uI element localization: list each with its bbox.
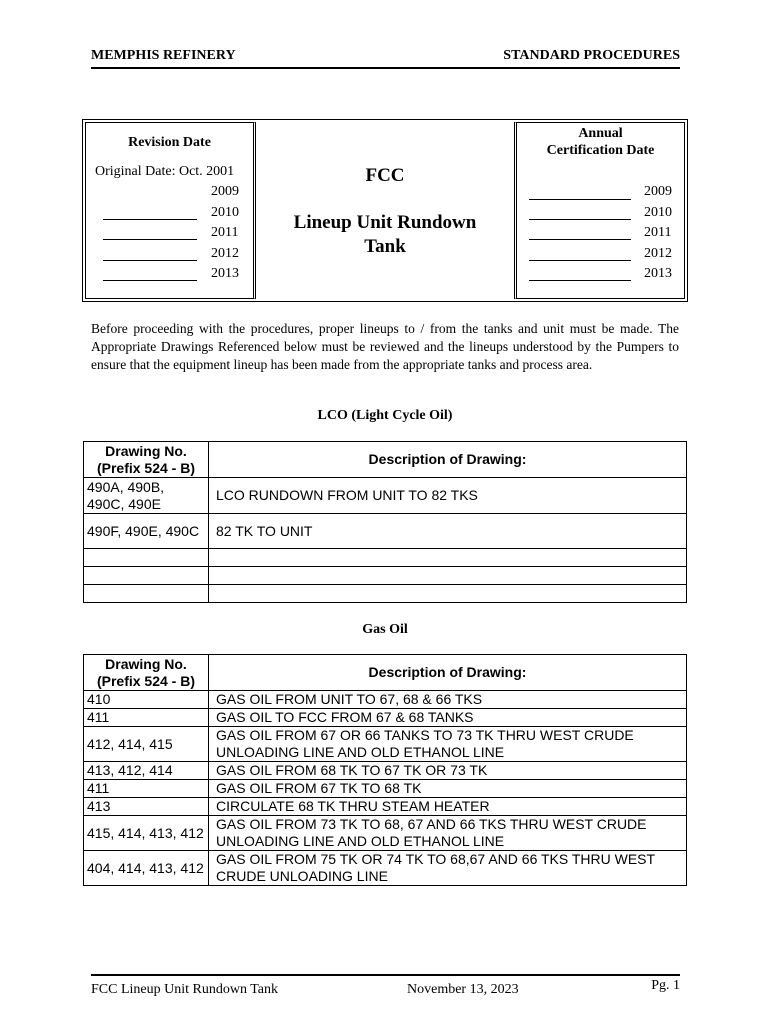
- drawing-description: CIRCULATE 68 TK THRU STEAM HEATER: [209, 798, 687, 816]
- col-drawing-no-line2: (Prefix 524 - B): [96, 459, 196, 476]
- col-drawing-no-line2: (Prefix 524 - B): [96, 672, 196, 689]
- drawing-no: 413, 412, 414: [84, 762, 209, 780]
- table-row: [84, 762, 687, 780]
- revision-year: 2009: [211, 184, 239, 199]
- table-header-row: [84, 655, 687, 691]
- document-title-cell: [256, 120, 514, 301]
- cert-year: 2012: [644, 246, 672, 261]
- revision-date-title: Revision Date: [128, 135, 211, 150]
- drawing-description: LCO RUNDOWN FROM UNIT TO 82 TKS: [209, 478, 687, 514]
- table-header-row: [84, 442, 687, 478]
- doc-title-line1: Lineup Unit Rundown: [293, 212, 477, 233]
- drawing-no: 490F, 490E, 490C: [84, 514, 209, 549]
- revision-year: 2011: [211, 225, 239, 240]
- table-row: [84, 727, 687, 762]
- cert-title-line2: Certification Date: [546, 143, 655, 158]
- drawing-no: 411: [84, 780, 209, 798]
- drawing-description: GAS OIL FROM 73 TK TO 68, 67 AND 66 TKS THRU WEST CRUDE UNLOADING LINE AND OLD ETHANOL LINE: [209, 816, 687, 851]
- page-header: [91, 47, 680, 69]
- col-description: Description of Drawing:: [209, 442, 687, 478]
- table-row: [84, 851, 687, 886]
- empty-row: [84, 585, 687, 603]
- drawing-description: GAS OIL FROM 67 TK TO 68 TK: [209, 780, 687, 798]
- footer-doc-title: FCC Lineup Unit Rundown Tank: [91, 982, 278, 997]
- cert-year: 2011: [644, 225, 672, 240]
- col-drawing-no: [84, 655, 209, 691]
- revision-box: [82, 119, 688, 302]
- header-company: MEMPHIS REFINERY: [91, 48, 236, 63]
- revision-year: 2013: [211, 266, 239, 281]
- cert-year: 2010: [644, 205, 672, 220]
- original-date: Original Date: Oct. 2001: [95, 164, 235, 179]
- signature-line: [103, 239, 197, 240]
- page-footer: [91, 974, 680, 997]
- gas-oil-drawings-table: [83, 654, 687, 886]
- table-row: [84, 691, 687, 709]
- drawing-description: GAS OIL FROM 68 TK TO 67 TK OR 73 TK: [209, 762, 687, 780]
- drawing-no: 413: [84, 798, 209, 816]
- gas-oil-section-title: Gas Oil: [362, 622, 408, 637]
- revision-year: 2012: [211, 246, 239, 261]
- drawing-no: 410: [84, 691, 209, 709]
- signature-line: [529, 280, 631, 281]
- drawing-description: GAS OIL FROM UNIT TO 67, 68 & 66 TKS: [209, 691, 687, 709]
- cert-title-line1: Annual: [578, 126, 623, 141]
- col-drawing-no: [84, 442, 209, 478]
- header-doc-type: STANDARD PROCEDURES: [503, 48, 680, 63]
- table-row: [84, 798, 687, 816]
- lco-section-title: LCO (Light Cycle Oil): [317, 408, 453, 423]
- empty-row: [84, 567, 687, 585]
- cert-year: 2013: [644, 266, 672, 281]
- doc-title-line2: Tank: [364, 236, 406, 257]
- signature-line: [529, 219, 631, 220]
- footer-date: November 13, 2023: [407, 982, 519, 997]
- table-row: [84, 709, 687, 727]
- col-description: Description of Drawing:: [209, 655, 687, 691]
- table-row: [84, 478, 687, 514]
- drawing-description: GAS OIL FROM 67 OR 66 TANKS TO 73 TK THRU WEST CRUDE UNLOADING LINE AND OLD ETHANOL LINE: [209, 727, 687, 762]
- certification-cell: [514, 122, 685, 299]
- table-row: [84, 780, 687, 798]
- signature-line: [103, 260, 197, 261]
- drawing-description: GAS OIL TO FCC FROM 67 & 68 TANKS: [209, 709, 687, 727]
- page-number: Pg. 1: [651, 978, 680, 993]
- drawing-no: 490A, 490B, 490C, 490E: [84, 478, 209, 514]
- col-drawing-no-line1: Drawing No.: [105, 655, 187, 672]
- col-drawing-no-line1: Drawing No.: [105, 442, 187, 459]
- unit-name: FCC: [365, 165, 405, 186]
- revision-date-cell: [85, 122, 256, 299]
- drawing-no: 411: [84, 709, 209, 727]
- empty-row: [84, 549, 687, 567]
- cert-year: 2009: [644, 184, 672, 199]
- revision-year: 2010: [211, 205, 239, 220]
- signature-line: [529, 239, 631, 240]
- drawing-no: 415, 414, 413, 412: [84, 816, 209, 851]
- signature-line: [103, 280, 197, 281]
- table-row: [84, 514, 687, 549]
- signature-line: [529, 199, 631, 200]
- table-row: [84, 816, 687, 851]
- intro-paragraph: Before proceeding with the procedures, proper lineups to / from the tanks and unit must be made. The Appropriate Drawings Referenced below must be reviewed and the lineups understood by the Pumpers to ensure that the equipment lineup has been made from the appropriate tanks and process area.: [91, 321, 679, 372]
- signature-line: [529, 260, 631, 261]
- lco-drawings-table: [83, 441, 687, 603]
- drawing-description: GAS OIL FROM 75 TK OR 74 TK TO 68,67 AND 66 TKS THRU WEST CRUDE UNLOADING LINE: [209, 851, 687, 886]
- signature-line: [103, 219, 197, 220]
- drawing-no: 404, 414, 413, 412: [84, 851, 209, 886]
- drawing-no: 412, 414, 415: [84, 727, 209, 762]
- drawing-description: 82 TK TO UNIT: [209, 514, 687, 549]
